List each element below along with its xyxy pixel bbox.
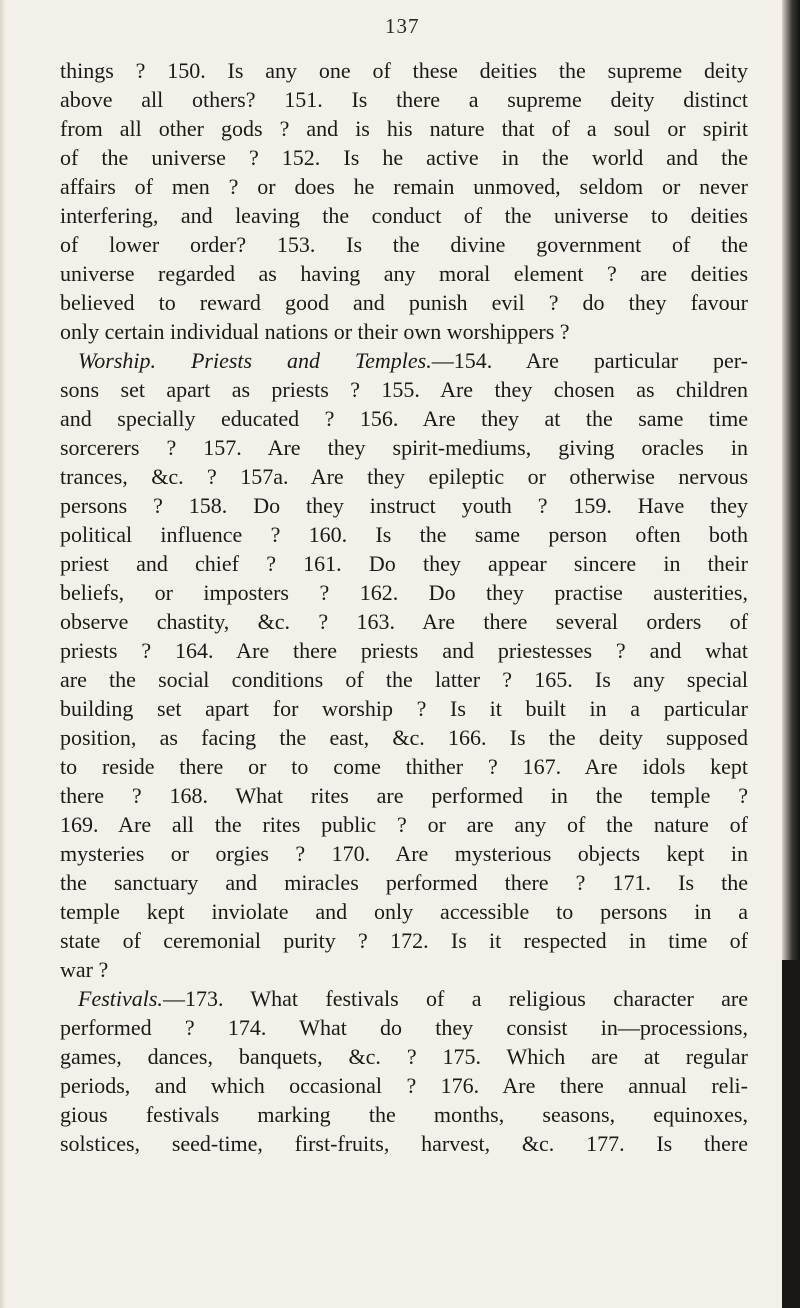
- text-line: temple kept inviolate and only accessible to persons in a: [60, 899, 748, 924]
- text-line: believed to reward good and punish evil ? do they favour: [60, 290, 748, 315]
- text-line: to reside there or to come thither ? 167. Are idols kept: [60, 754, 748, 779]
- text-line: observe chastity, &c. ? 163. Are there several orders of: [60, 609, 748, 634]
- text-line: building set apart for worship ? Is it built in a particular: [60, 696, 748, 721]
- section-heading-worship: Worship. Priests and Temples.: [78, 348, 432, 373]
- text-line: only certain individual nations or their own worshippers ?: [60, 319, 570, 344]
- text-line: the sanctuary and miracles performed there ? 171. Is the: [60, 870, 748, 895]
- text-line: mysteries or orgies ? 170. Are mysterious objects kept in: [60, 841, 748, 866]
- section-heading-line: [60, 984, 748, 1013]
- text-line: political influence ? 160. Is the same person often both: [60, 522, 748, 547]
- text-line: beliefs, or imposters ? 162. Do they practise austerities,: [60, 580, 748, 605]
- text-line: performed ? 174. What do they consist in—processions,: [60, 1015, 748, 1040]
- text-line: and specially educated ? 156. Are they at the same time: [60, 406, 748, 431]
- paragraph-deities: [60, 56, 748, 346]
- section-heading-festivals: Festivals.: [78, 986, 163, 1011]
- text-line: trances, &c. ? 157a. Are they epileptic or otherwise nervous: [60, 464, 748, 489]
- body-text: [60, 56, 748, 1158]
- text-line: are the social conditions of the latter ? 165. Is any special: [60, 667, 748, 692]
- text-line: sorcerers ? 157. Are they spirit-mediums, giving oracles in: [60, 435, 748, 460]
- text-line: of the universe ? 152. Is he active in the world and the: [60, 145, 748, 170]
- paragraph-festivals: [60, 984, 748, 1158]
- heading-line-text: —154. Are particular per-: [431, 348, 748, 373]
- text-line: periods, and which occasional ? 176. Are there annual reli-: [60, 1073, 748, 1098]
- paragraph-worship: [60, 346, 748, 984]
- text-line: priests ? 164. Are there priests and priestesses ? and what: [60, 638, 748, 663]
- text-line: persons ? 158. Do they instruct youth ? 159. Have they: [60, 493, 748, 518]
- text-line: above all others? 151. Is there a supreme deity distinct: [60, 87, 748, 112]
- text-line: position, as facing the east, &c. 166. Is the deity supposed: [60, 725, 748, 750]
- text-line: 169. Are all the rites public ? or are any of the nature of: [60, 812, 748, 837]
- text-line: things ? 150. Is any one of these deities the supreme deity: [60, 58, 748, 83]
- heading-line-text: —173. What festivals of a religious character are: [162, 986, 748, 1011]
- text-line: affairs of men ? or does he remain unmoved, seldom or never: [60, 174, 748, 199]
- page-number: 137: [385, 14, 420, 38]
- text-line: state of ceremonial purity ? 172. Is it respected in time of: [60, 928, 748, 953]
- text-line: sons set apart as priests ? 155. Are they chosen as children: [60, 377, 748, 402]
- text-line: gious festivals marking the months, seasons, equinoxes,: [60, 1102, 748, 1127]
- text-line: there ? 168. What rites are performed in the temple ?: [60, 783, 748, 808]
- page-right-edge-shadow: [782, 960, 800, 1308]
- text-line: games, dances, banquets, &c. ? 175. Which are at regular: [60, 1044, 748, 1069]
- page-left-shadow: [0, 0, 6, 1308]
- text-line: from all other gods ? and is his nature that of a soul or spirit: [60, 116, 748, 141]
- text-line: solstices, seed-time, first-fruits, harvest, &c. 177. Is there: [60, 1131, 748, 1156]
- text-line: of lower order? 153. Is the divine government of the: [60, 232, 748, 257]
- text-line: priest and chief ? 161. Do they appear sincere in their: [60, 551, 748, 576]
- text-line: war ?: [60, 957, 109, 982]
- text-line: interfering, and leaving the conduct of the universe to deities: [60, 203, 748, 228]
- text-line: universe regarded as having any moral element ? are deities: [60, 261, 748, 286]
- section-heading-line: [60, 346, 748, 375]
